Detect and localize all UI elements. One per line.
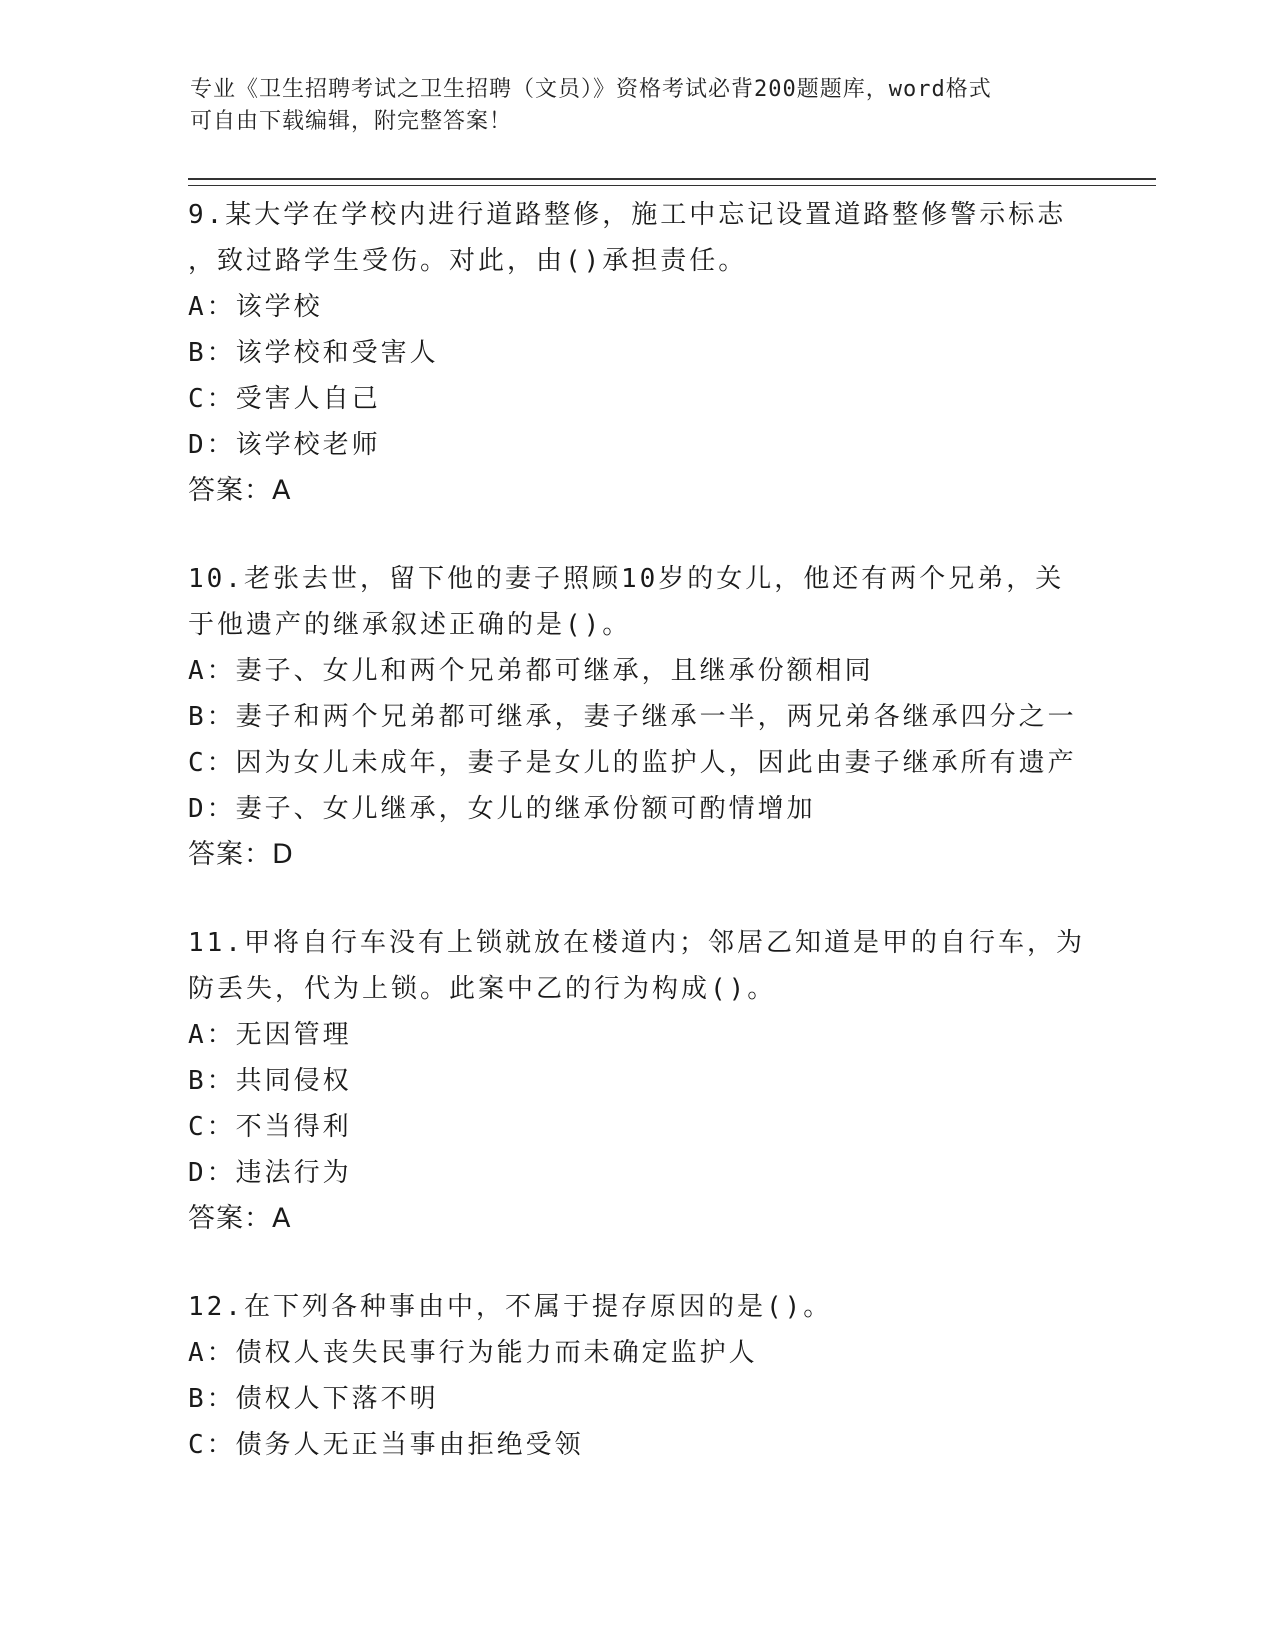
question-11 — [188, 920, 1088, 1242]
question-10 — [188, 556, 1088, 878]
option-c: C：受害人自己 — [188, 384, 381, 414]
answer: 答案：A — [188, 1203, 292, 1234]
question-stem: 于他遗产的继承叙述正确的是()。 — [188, 610, 632, 640]
header-line-1: 专业《卫生招聘考试之卫生招聘（文员）》资格考试必背200题题库，word格式 — [190, 77, 992, 102]
option-a: A：该学校 — [188, 292, 323, 322]
question-list — [188, 192, 1088, 1510]
answer: 答案：D — [188, 839, 294, 870]
document-header — [190, 74, 1070, 138]
option-d: D：妻子、女儿继承，女儿的继承份额可酌情增加 — [188, 794, 816, 824]
question-stem: 12.在下列各种事由中，不属于提存原因的是()。 — [188, 1292, 833, 1322]
question-stem: 防丢失，代为上锁。此案中乙的行为构成()。 — [188, 974, 777, 1004]
header-divider — [188, 178, 1156, 186]
question-stem: 10.老张去世，留下他的妻子照顾10岁的女儿，他还有两个兄弟，关 — [188, 564, 1065, 594]
option-b: B：该学校和受害人 — [188, 338, 439, 368]
option-a: A：无因管理 — [188, 1020, 352, 1050]
option-c: C：不当得利 — [188, 1112, 352, 1142]
option-b: B：共同侵权 — [188, 1066, 352, 1096]
answer: 答案：A — [188, 475, 292, 506]
option-a: A：债权人丧失民事行为能力而未确定监护人 — [188, 1338, 758, 1368]
option-d: D：该学校老师 — [188, 430, 381, 460]
header-line-2: 可自由下载编辑，附完整答案！ — [190, 109, 513, 134]
question-stem: ，致过路学生受伤。对此，由()承担责任。 — [188, 246, 748, 276]
option-b: B：妻子和两个兄弟都可继承，妻子继承一半，两兄弟各继承四分之一 — [188, 702, 1077, 732]
question-12 — [188, 1284, 1088, 1468]
option-b: B：债权人下落不明 — [188, 1384, 439, 1414]
option-d: D：违法行为 — [188, 1158, 352, 1188]
question-9 — [188, 192, 1088, 514]
option-c: C：因为女儿未成年，妻子是女儿的监护人，因此由妻子继承所有遗产 — [188, 748, 1077, 778]
question-stem: 11.甲将自行车没有上锁就放在楼道内；邻居乙知道是甲的自行车，为 — [188, 928, 1085, 958]
option-c: C：债务人无正当事由拒绝受领 — [188, 1430, 584, 1460]
question-stem: 9.某大学在学校内进行道路整修，施工中忘记设置道路整修警示标志 — [188, 200, 1067, 230]
option-a: A：妻子、女儿和两个兄弟都可继承，且继承份额相同 — [188, 656, 874, 686]
